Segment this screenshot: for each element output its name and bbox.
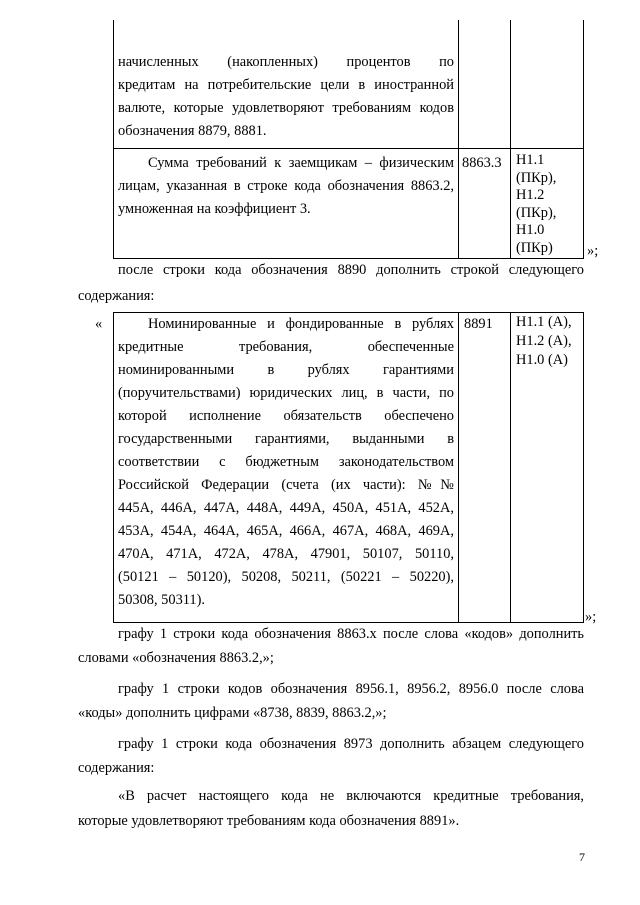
table-2-code: 8891	[464, 316, 493, 332]
table-1-row-2-code: 8863.3	[462, 155, 502, 171]
table-1-closing: »;	[587, 243, 599, 259]
document-page: начисленных (накопленных) процентов по кредитам на потребительские цели в иностранной валюте, которые удовлетворяют требованиям кодов обозначения 8879, 8881. Сумма требований к заемщикам – физическим лицам, указанная в строке кода обозначения 8863.2, умноженная на коэффициент 3. 8863.3 Н1.1 (ПКр), Н1.2 (ПКр), Н1.0 (ПКр) »; после строки кода обозначения 8890 дополнить строкой следующего содержания: « Номинированные и фондированные в рублях кредитные требования, обеспеченные номинированными в рублях гарантиями (поручительствами) юридических лиц, в части, по которой исполнение обязательств обеспечено государственными гарантиями, выданными в соответствии с бюджетным законодательством Российской Федерации (счета (их части): №№ 445А, 446А, 447А, 448А, 449А, 450А, 451А, 452А, 453А, 454А, 464А, 465А, 466А, 467А, 468А, 469А, 470А, 471А, 472А, 478А, 47901, 50107, 50110, (50121 – 50120), 50208, 50211, (50221 – 50220), 50308, 50311). 8891 Н1.1 (А), Н1.2 (А), Н1.0 (А) »; графу 1 строки кода обозначения 8863.x после слова «кодов» дополнить словами «обозначения 8863.2,»; графу 1 строки кодов обозначения 8956.1, 8956.2, 8956.0 после слова «коды» дополнить цифрами «8738, 8839, 8863.2,»; графу 1 строки кода обозначения 8973 дополнить абзацем следующего содержания: «В расчет настоящего кода не включаются кредитные требования, которые удовлетворяют требованиям кода обозначения 8891». 7	[0, 0, 640, 905]
table-2-opening-quote: «	[95, 316, 103, 332]
table-2-closing: »;	[585, 609, 597, 625]
page-number: 7	[579, 850, 585, 864]
